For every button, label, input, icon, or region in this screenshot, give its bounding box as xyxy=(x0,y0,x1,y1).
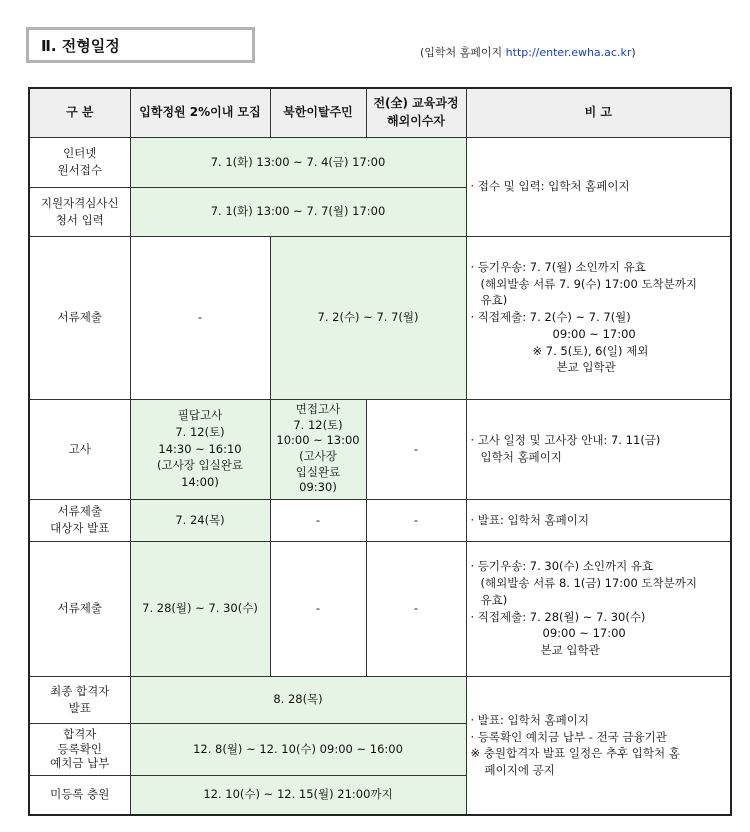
schedule-table xyxy=(28,87,732,816)
remark-application: · 접수 및 입력: 입학처 홈페이지 xyxy=(466,137,731,236)
header-row xyxy=(29,88,731,137)
row-label-line: 청서 입력 xyxy=(55,212,104,227)
exam-written-line: 14:30 ~ 16:10 xyxy=(158,441,242,456)
remark-line: 유효) xyxy=(480,592,508,607)
exam-interview-line: 입실완료 xyxy=(295,464,341,479)
remark-line: ※ 충원합격자 발표 일정은 추후 입학처 홈 xyxy=(470,746,680,761)
exam-overseas-value: - xyxy=(366,399,466,499)
remark-line: · 등기우송: 7. 30(수) 소인까지 유효 xyxy=(470,559,654,574)
remark-line: · 고사 일정 및 고사장 안내: 7. 11(금) xyxy=(470,433,661,448)
row-label-line: 등록확인 xyxy=(57,741,102,756)
docs2-defector-value: - xyxy=(270,541,366,676)
remark-line: 09:00 ~ 17:00 xyxy=(552,326,636,341)
docs1-quota-value: - xyxy=(130,236,270,399)
row-label-line: 최종 합격자 xyxy=(50,683,110,698)
table-row-announce xyxy=(29,499,731,541)
exam-written-line: 7. 12(토) xyxy=(175,424,225,439)
header-defector: 북한이탈주민 xyxy=(270,88,366,137)
header-overseas-line1: 전(全) 교육과정 xyxy=(373,96,459,111)
row-label-final xyxy=(29,676,130,723)
section-title: Ⅱ. 전형일정 xyxy=(41,37,120,55)
row-label-line: 예치금 납부 xyxy=(50,756,110,771)
remark-line: 페이지에 공지 xyxy=(484,762,555,777)
remark-line: ※ 7. 5(토), 6(일) 제외 xyxy=(532,343,649,358)
remark-docs1 xyxy=(466,236,731,399)
section-title-box xyxy=(26,27,255,63)
header-category: 구 분 xyxy=(29,88,130,137)
remark-line: 입학처 홈페이지 xyxy=(480,450,562,464)
header-overseas xyxy=(366,88,466,137)
deposit-period: 12. 8(월) ~ 12. 10(수) 09:00 ~ 16:00 xyxy=(130,723,466,775)
exam-interview-line: 09:30) xyxy=(299,480,337,495)
row-label-line: 발표 xyxy=(68,700,91,715)
docs2-quota-value: 7. 28(월) ~ 7. 30(수) xyxy=(130,541,270,676)
header-quota-2pct: 입학정원 2%이내 모집 xyxy=(130,88,270,137)
remark-line: 유효) xyxy=(480,293,508,308)
remark-line: · 등록확인 예치금 납부 - 전국 금융기관 xyxy=(470,729,667,744)
remark-announce: · 발표: 입학처 홈페이지 xyxy=(466,499,731,541)
remark-line: 본교 입학관 xyxy=(556,360,616,375)
table-row-docs2 xyxy=(29,541,731,676)
remark-line: · 직접제출: 7. 28(월) ~ 7. 30(수) xyxy=(470,609,646,624)
docs2-overseas-value: - xyxy=(366,541,466,676)
exam-interview-line: 10:00 ~ 13:00 xyxy=(276,433,360,448)
exam-written-line: 필답고사 xyxy=(177,408,223,423)
row-label-docs2: 서류제출 xyxy=(29,541,130,676)
site-note-suffix: ) xyxy=(631,46,636,59)
remark-line: · 발표: 입학처 홈페이지 xyxy=(470,712,589,727)
internet-period: 7. 1(화) 13:00 ~ 7. 4(금) 17:00 xyxy=(130,137,466,187)
announce-quota-value: 7. 24(목) xyxy=(130,499,270,541)
row-label-internet xyxy=(29,137,130,187)
table-row-exam xyxy=(29,399,731,499)
row-label-line: 원서접수 xyxy=(57,163,102,177)
row-label-line: 대상자 발표 xyxy=(50,521,110,535)
header-remark: 비 고 xyxy=(466,88,731,137)
row-label-docs1: 서류제출 xyxy=(29,236,130,399)
remark-final xyxy=(466,676,731,815)
site-note xyxy=(420,44,636,60)
row-label-line: 인터넷 xyxy=(63,146,97,161)
header-overseas-line2: 해외이수자 xyxy=(387,113,445,128)
row-label-line: 지원자격심사신 xyxy=(40,195,119,210)
row-label-waitlist: 미등록 충원 xyxy=(29,775,130,815)
table-row-internet xyxy=(29,137,731,187)
exam-written-line: (고사장 입실완료 xyxy=(157,458,243,473)
docs1-period: 7. 2(수) ~ 7. 7(월) xyxy=(270,236,466,399)
table-row-docs1 xyxy=(29,236,731,399)
exam-interview-line: 7. 12(토) xyxy=(293,417,343,432)
exam-interview-line: 면접고사 xyxy=(295,402,341,417)
final-date: 8. 28(목) xyxy=(130,676,466,723)
remark-line: 본교 입학관 xyxy=(540,642,600,657)
row-label-deposit xyxy=(29,723,130,775)
exam-interview-line: (고사장 xyxy=(299,449,337,463)
qualification-period: 7. 1(화) 13:00 ~ 7. 7(월) 17:00 xyxy=(130,187,466,236)
remark-line: · 등기우송: 7. 7(월) 소인까지 유효 xyxy=(470,260,646,275)
row-label-line: 서류제출 xyxy=(57,504,102,519)
announce-overseas-value: - xyxy=(366,499,466,541)
exam-written-line: 14:00) xyxy=(181,475,219,489)
remark-line: · 직접제출: 7. 2(수) ~ 7. 7(월) xyxy=(470,310,631,325)
site-url-link[interactable]: http://enter.ewha.ac.kr xyxy=(505,46,632,59)
remark-line: (해외발송 서류 7. 9(수) 17:00 도착분까지 xyxy=(480,276,697,291)
announce-defector-value: - xyxy=(270,499,366,541)
remark-docs2 xyxy=(466,541,731,676)
remark-exam xyxy=(466,399,731,499)
site-note-prefix: (입학처 홈페이지 xyxy=(420,46,506,59)
remark-line: 09:00 ~ 17:00 xyxy=(542,626,626,641)
waitlist-period: 12. 10(수) ~ 12. 15(월) 21:00까지 xyxy=(130,775,466,815)
row-label-exam: 고사 xyxy=(29,399,130,499)
exam-written xyxy=(130,399,270,499)
row-label-line: 합격자 xyxy=(63,726,97,741)
exam-interview xyxy=(270,399,366,499)
table-row-final xyxy=(29,676,731,723)
row-label-announce xyxy=(29,499,130,541)
remark-line: (해외발송 서류 8. 1(금) 17:00 도착분까지 xyxy=(480,576,697,591)
row-label-qualification xyxy=(29,187,130,236)
